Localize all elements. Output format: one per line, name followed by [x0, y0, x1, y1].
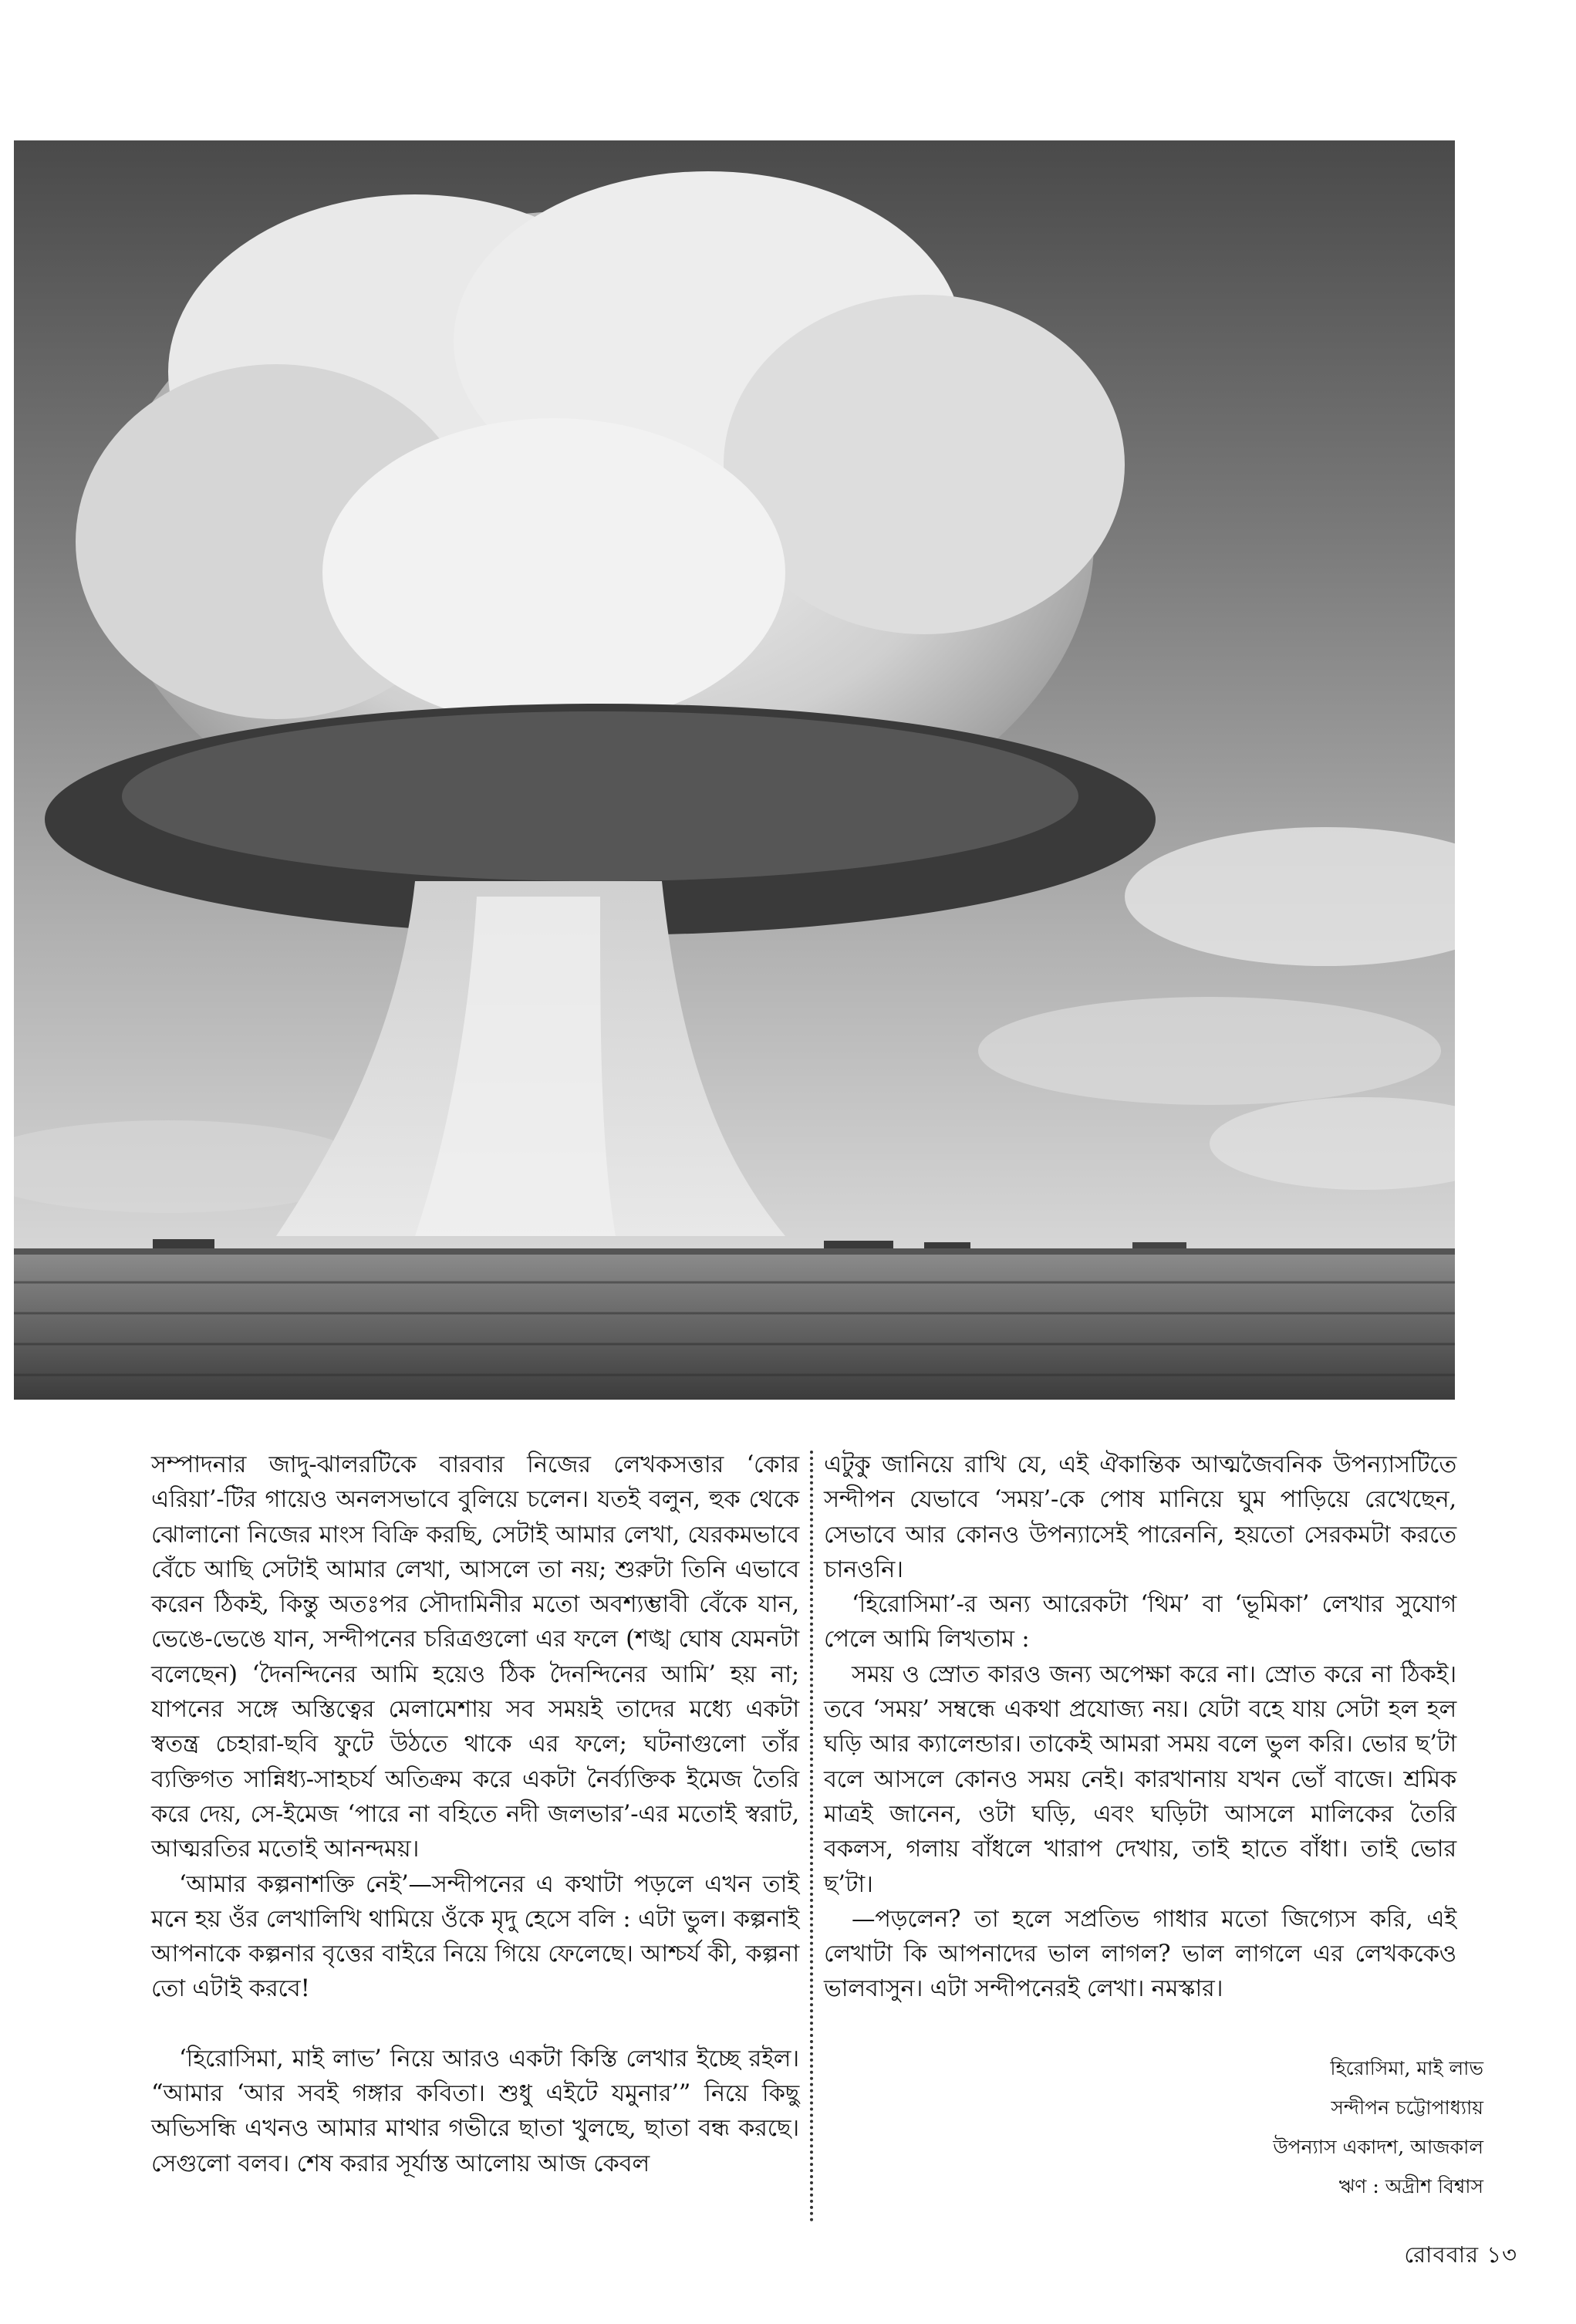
mushroom-cloud-photo [14, 140, 1455, 1400]
right-paragraph-3: সময় ও স্রোত কারও জন্য অপেক্ষা করে না। স্রোত করে না ঠিকই। তবে ‘সময়’ সম্বন্ধে একথা প্রযোজ্য নয়। যেটা বহে যায় সেটা হল হল ঘড়ি আর ক্যালেন্ডার। তাকেই আমরা সময় বলে ভুল করি। ভোর ছ’টা বলে আসলে কোনও সময় নেই। কারখানায় যখন ভোঁ বাজে। শ্রমিক মাত্রই জানেন, ওটা ঘড়ি, এবং ঘড়িটা আসলে মালিকের তৈরি বকলস, গলায় বাঁধলে খারাপ দেখায়, তাই হাতে বাঁধা। তাই ভোর ছ’টা। [824, 1660, 1456, 1898]
page-footer: রোববার ১৩ [1404, 2241, 1517, 2268]
credit-book-title: হিরোসিমা, মাই লাভ [1330, 2057, 1483, 2079]
credit-acknowledgement: ঋণ : অদ্রীশ বিশ্বাস [1338, 2175, 1483, 2197]
credits-block [1273, 2049, 1483, 2206]
credit-source: উপন্যাস একাদশ, আজকাল [1273, 2136, 1483, 2158]
right-paragraph-2: ‘হিরোসিমা’-র অন্য আরেকটা ‘থিম’ বা ‘ভূমিকা’ লেখার সুযোগ পেলে আমি লিখতাম : [824, 1591, 1456, 1653]
left-paragraph-3: ‘হিরোসিমা, মাই লাভ’ নিয়ে আরও একটা কিস্তি লেখার ইচ্ছে রইল। “আমার ‘আর সবই গঙ্গার কবিতা। শুধু এইটে যমুনার’” নিয়ে কিছু অভিসন্ধি এখনও আমার মাথার গভীরে ছাতা খুলছে, ছাতা বন্ধ করছে। সেগুলো বলব। শেষ করার সূর্যাস্ত আলোয় আজ কেবল [151, 2045, 799, 2177]
right-column [824, 1447, 1456, 2007]
left-paragraph-1: সম্পাদনার জাদু-ঝালরটিকে বারবার নিজের লেখকসত্তার ‘কোর এরিয়া’-টির গায়েও অনলসভাবে বুলিয়ে চলেন। যতই বলুন, হুক থেকে ঝোলানো নিজের মাংস বিক্রি করছি, সেটাই আমার লেখা, যেরকমভাবে বেঁচে আছি সেটাই আমার লেখা, আসলে তা নয়; শুরুটা তিনি এভাবে করেন ঠিকই, কিন্তু অতঃপর সৌদামিনীর মতো অবশ্যম্ভাবী বেঁকে যান, ভেঙে-ভেঙে যান, সন্দীপনের চরিত্রগুলো এর ফলে (শঙ্খ ঘোষ যেমনটা বলেছেন) ‘দৈনন্দিনের আমি হয়েও ঠিক দৈনন্দিনের আমি’ হয় না; যাপনের সঙ্গে অস্তিত্বের মেলামেশায় সব সময়ই তাদের মধ্যে একটা স্বতন্ত্র চেহারা-ছবি ফুটে উঠতে থাকে এর ফলে; ঘটনাগুলো তাঁর ব্যক্তিগত সান্নিধ্য-সাহচর্য অতিক্রম করে একটা নৈর্ব্যক্তিক ইমেজ তৈরি করে দেয়, সে-ইমেজ ‘পারে না বহিতে নদী জলভার’-এর মতোই স্বরাট, আত্মরতির মতোই আনন্দময়। [151, 1451, 799, 1863]
column-divider [810, 1451, 813, 2222]
left-column [151, 1447, 799, 2181]
right-paragraph-1: এটুকু জানিয়ে রাখি যে, এই ঐকান্তিক আত্মজৈবনিক উপন্যাসটিতে সন্দীপন যেভাবে ‘সময়’-কে পোষ মানিয়ে ঘুম পাড়িয়ে রেখেছেন, সেভাবে আর কোনও উপন্যাসেই পারেননি, হয়তো সেরকমটা করতে চানওনি। [824, 1451, 1456, 1583]
left-paragraph-2: ‘আমার কল্পনাশক্তি নেই’—সন্দীপনের এ কথাটা পড়লে এখন তাই মনে হয় ওঁর লেখালিখি থামিয়ে ওঁকে মৃদু হেসে বলি : এটা ভুল। কল্পনাই আপনাকে কল্পনার বৃত্তের বাইরে নিয়ে গিয়ে ফেলেছে। আশ্চর্য কী, কল্পনা তো এটাই করবে! [151, 1870, 799, 2003]
credit-author: সন্দীপন চট্টোপাধ্যায় [1331, 2096, 1483, 2119]
right-paragraph-4: —পড়লেন? তা হলে সপ্রতিভ গাধার মতো জিগ্যেস করি, এই লেখাটা কি আপনাদের ভাল লাগল? ভাল লাগলে এর লেখককেও ভালবাসুন। এটা সন্দীপনেরই লেখা। নমস্কার। [824, 1905, 1456, 2003]
